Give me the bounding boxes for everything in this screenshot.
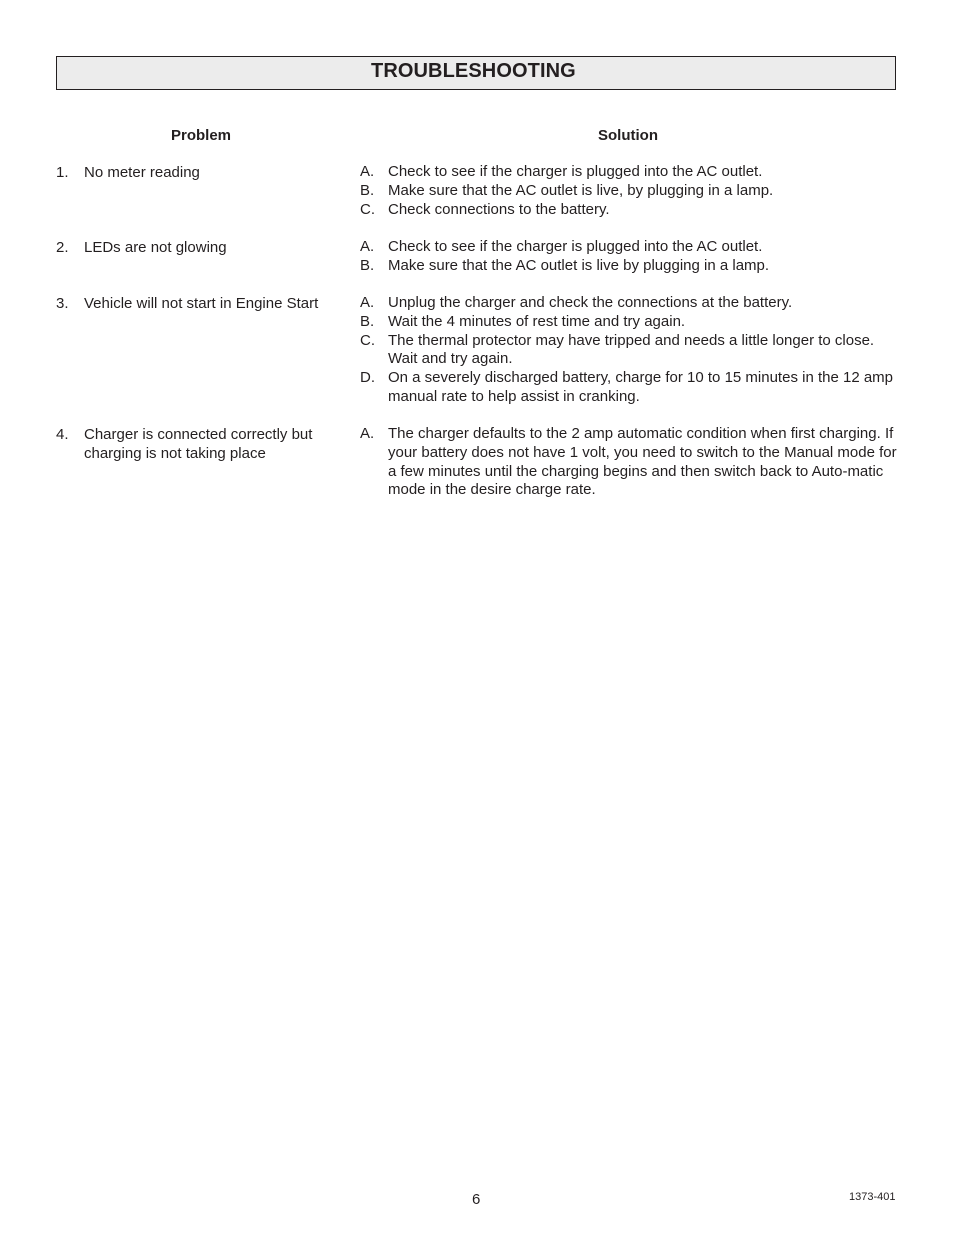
solution-text: Wait the 4 minutes of rest time and try again. bbox=[388, 312, 686, 330]
solution-item bbox=[360, 257, 905, 276]
solution-text: Make sure that the AC outlet is live, by plugging in a lamp. bbox=[388, 181, 774, 199]
solution-letter: B. bbox=[360, 256, 375, 274]
solution-letter: D. bbox=[360, 369, 375, 387]
solution-letter: C. bbox=[360, 331, 375, 349]
solution-item bbox=[360, 313, 905, 332]
solution-list-4 bbox=[360, 425, 905, 500]
solution-item bbox=[360, 332, 905, 370]
problem-text: Charger is connected correctly but charging is not taking place bbox=[84, 426, 313, 462]
problem-text: LEDs are not glowing bbox=[84, 239, 227, 256]
document-code: 1373-401 bbox=[849, 1191, 896, 1203]
solution-letter: A. bbox=[360, 238, 375, 255]
solution-column-header: Solution bbox=[598, 127, 658, 144]
solution-item bbox=[360, 369, 905, 407]
problem-number: 1. bbox=[56, 164, 69, 181]
solution-text: Unplug the charger and check the connections at the battery. bbox=[388, 294, 793, 311]
solution-item bbox=[360, 425, 905, 500]
solution-list-1 bbox=[360, 163, 905, 219]
solution-item bbox=[360, 238, 905, 257]
solution-text: Check connections to the battery. bbox=[388, 200, 610, 218]
solution-text: Make sure that the AC outlet is live by plugging in a lamp. bbox=[388, 256, 770, 274]
problem-number: 2. bbox=[56, 239, 69, 256]
solution-letter: B. bbox=[360, 312, 375, 330]
solution-text: On a severely discharged battery, charge for 10 to 15 minutes in the 12 amp manual rate to help assist in cranking. bbox=[388, 369, 894, 405]
solution-letter: A. bbox=[360, 294, 375, 311]
problem-text: No meter reading bbox=[84, 164, 200, 181]
problem-text: Vehicle will not start in Engine Start bbox=[84, 295, 319, 312]
solution-text: Check to see if the charger is plugged into the AC outlet. bbox=[388, 163, 763, 180]
solution-letter: C. bbox=[360, 200, 375, 218]
solution-item bbox=[360, 163, 905, 182]
solution-item bbox=[360, 294, 905, 313]
problem-column-header: Problem bbox=[171, 127, 232, 144]
solution-text: Check to see if the charger is plugged into the AC outlet. bbox=[388, 238, 763, 255]
solution-list-2 bbox=[360, 238, 905, 276]
problem-number: 4. bbox=[56, 426, 69, 443]
solution-item bbox=[360, 201, 905, 220]
solution-text: The thermal protector may have tripped and needs a little longer to close. Wait and try again. bbox=[388, 331, 875, 368]
solution-letter: B. bbox=[360, 181, 375, 199]
solution-list-3 bbox=[360, 294, 905, 407]
page-title: TROUBLESHOOTING bbox=[371, 60, 576, 82]
page-number: 6 bbox=[472, 1191, 481, 1208]
problem-number: 3. bbox=[56, 295, 69, 312]
solution-letter: A. bbox=[360, 425, 375, 442]
solution-item bbox=[360, 182, 905, 201]
solution-text: The charger defaults to the 2 amp automatic condition when first charging. If your battery does not have 1 volt, you need to switch to the Manual mode for a few minutes until the charging begins and then switch back to Auto-matic mode in the desire charge rate. bbox=[388, 425, 897, 499]
solution-letter: A. bbox=[360, 163, 375, 180]
